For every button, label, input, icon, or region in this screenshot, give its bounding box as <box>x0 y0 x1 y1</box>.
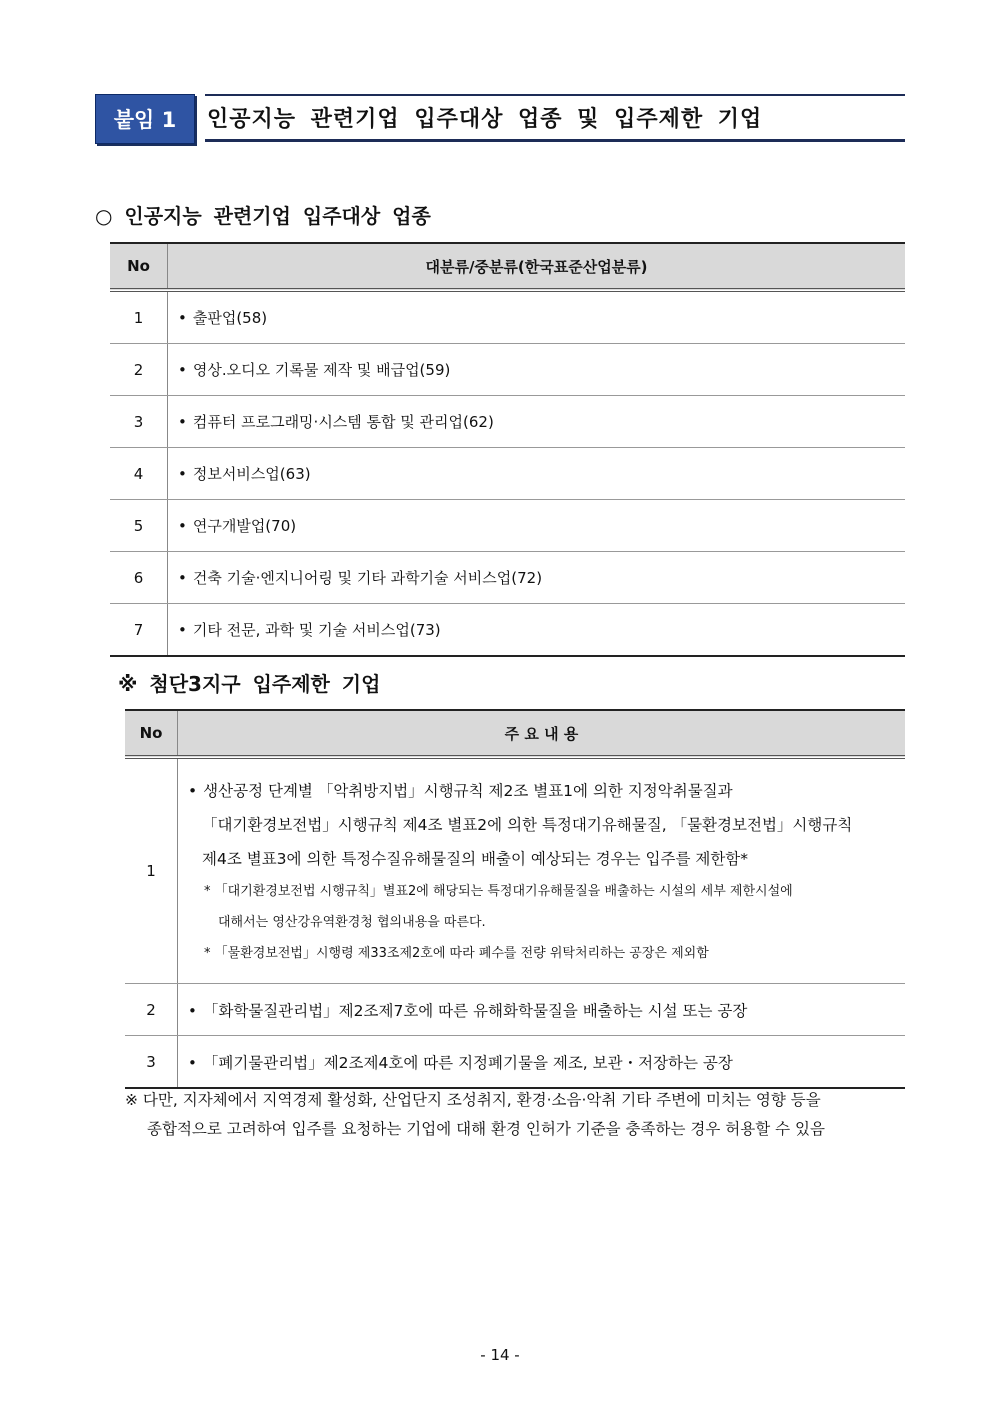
restricted-companies-table <box>125 709 905 1089</box>
row-number: 3 <box>125 1036 178 1089</box>
row-number: 1 <box>110 290 168 344</box>
bullet-icon: • <box>178 413 187 431</box>
document-title: 인공지능 관련기업 입주대상 업종 및 입주제한 기업 <box>207 107 763 132</box>
section-heading-restricted-companies: ※ 첨단3지구 입주제한 기업 <box>118 672 381 696</box>
content-line: 「대기환경보전법」시행규칙 제4조 별표2에 의한 특정대기유해물질, 「물환경보전법」시행규칙 <box>202 815 853 834</box>
row-content <box>168 448 906 500</box>
table-row <box>110 552 905 604</box>
row-content <box>168 604 906 657</box>
row-text: 연구개발업(70) <box>192 517 297 535</box>
content-text: 생산공정 단계별 「악취방지법」시행규칙 제2조 별표1에 의한 지정악취물질과 <box>203 781 733 800</box>
bullet-icon: • <box>178 517 187 535</box>
footnote-note: * 「대기환경보전법 시행규칙」별표2에 해당되는 특정대기유해물질을 배출하는 시설의 세부 제한시설에 <box>204 883 793 899</box>
page-number: - 14 - <box>480 1346 520 1364</box>
column-header-no: No <box>110 243 168 290</box>
column-header-category: 대분류/중분류(한국표준산업분류) <box>168 243 906 290</box>
table-row <box>110 604 905 657</box>
table-row <box>110 448 905 500</box>
bullet-icon: • <box>178 569 187 587</box>
row-number: 6 <box>110 552 168 604</box>
row-content <box>168 344 906 396</box>
table-row <box>110 344 905 396</box>
row-number: 1 <box>125 757 178 984</box>
column-header-no: No <box>125 710 178 757</box>
table-header-row <box>125 710 905 757</box>
section-heading-target-industries: ○ 인공지능 관련기업 입주대상 업종 <box>95 204 431 228</box>
appendix-header <box>95 94 905 144</box>
row-text: 「폐기물관리법」제2조제4호에 따른 지정폐기물을 제조, 보관・저장하는 공장 <box>202 1053 733 1072</box>
row-number: 4 <box>110 448 168 500</box>
row-content <box>178 757 906 984</box>
row-number: 3 <box>110 396 168 448</box>
footnote-note: * 「물환경보전법」시행령 제33조제2호에 따라 폐수를 전량 위탁처리하는 공장은 제외함 <box>204 945 709 961</box>
table-row <box>125 984 905 1036</box>
bullet-icon: • <box>178 465 187 483</box>
bullet-icon: • <box>188 1053 197 1072</box>
table-row <box>110 500 905 552</box>
row-number: 7 <box>110 604 168 657</box>
table-row <box>125 757 905 984</box>
bullet-icon: • <box>188 781 198 800</box>
table-row <box>110 290 905 344</box>
target-industries-table <box>110 242 905 657</box>
row-content <box>178 1036 906 1089</box>
document-title-bar <box>205 94 905 142</box>
content-line: 제4조 별표3에 의한 특정수질유해물질의 배출이 예상되는 경우는 입주를 제한함* <box>202 849 749 868</box>
row-number: 2 <box>125 984 178 1036</box>
bullet-icon: • <box>188 1001 197 1020</box>
row-text: 정보서비스업(63) <box>192 465 311 483</box>
row-text: 컴퓨터 프로그래밍·시스템 통합 및 관리업(62) <box>192 413 494 431</box>
bullet-icon: • <box>178 361 187 379</box>
footnote-line: 종합적으로 고려하여 입주를 요청하는 기업에 대해 환경 인허가 기준을 충족하는 경우 허용할 수 있음 <box>147 1120 825 1138</box>
table-row <box>125 1036 905 1089</box>
row-text: 건축 기술·엔지니어링 및 기타 과학기술 서비스업(72) <box>192 569 543 587</box>
row-text: 기타 전문, 과학 및 기술 서비스업(73) <box>192 621 441 639</box>
row-text: 영상.오디오 기록물 제작 및 배급업(59) <box>192 361 451 379</box>
row-number: 5 <box>110 500 168 552</box>
column-header-main-content: 주 요 내 용 <box>178 710 906 757</box>
footnote <box>125 1086 905 1144</box>
row-content <box>178 984 906 1036</box>
table-header-row <box>110 243 905 290</box>
row-content <box>168 552 906 604</box>
content-line <box>188 774 904 808</box>
footnote-note: 대해서는 영산강유역환경청 협의내용을 따른다. <box>218 914 486 930</box>
row-content <box>168 290 906 344</box>
row-content <box>168 500 906 552</box>
bullet-icon: • <box>178 309 187 327</box>
bullet-icon: • <box>178 621 187 639</box>
appendix-badge: 붙임 1 <box>95 94 195 144</box>
table-row <box>110 396 905 448</box>
footnote-line: ※ 다만, 지자체에서 지역경제 활성화, 산업단지 조성취지, 환경·소음·악취 기타 주변에 미치는 영향 등을 <box>125 1091 821 1109</box>
row-number: 2 <box>110 344 168 396</box>
row-text: 「화학물질관리법」제2조제7호에 따른 유해화학물질을 배출하는 시설 또는 공장 <box>202 1001 748 1020</box>
row-content <box>168 396 906 448</box>
row-text: 출판업(58) <box>192 309 268 327</box>
